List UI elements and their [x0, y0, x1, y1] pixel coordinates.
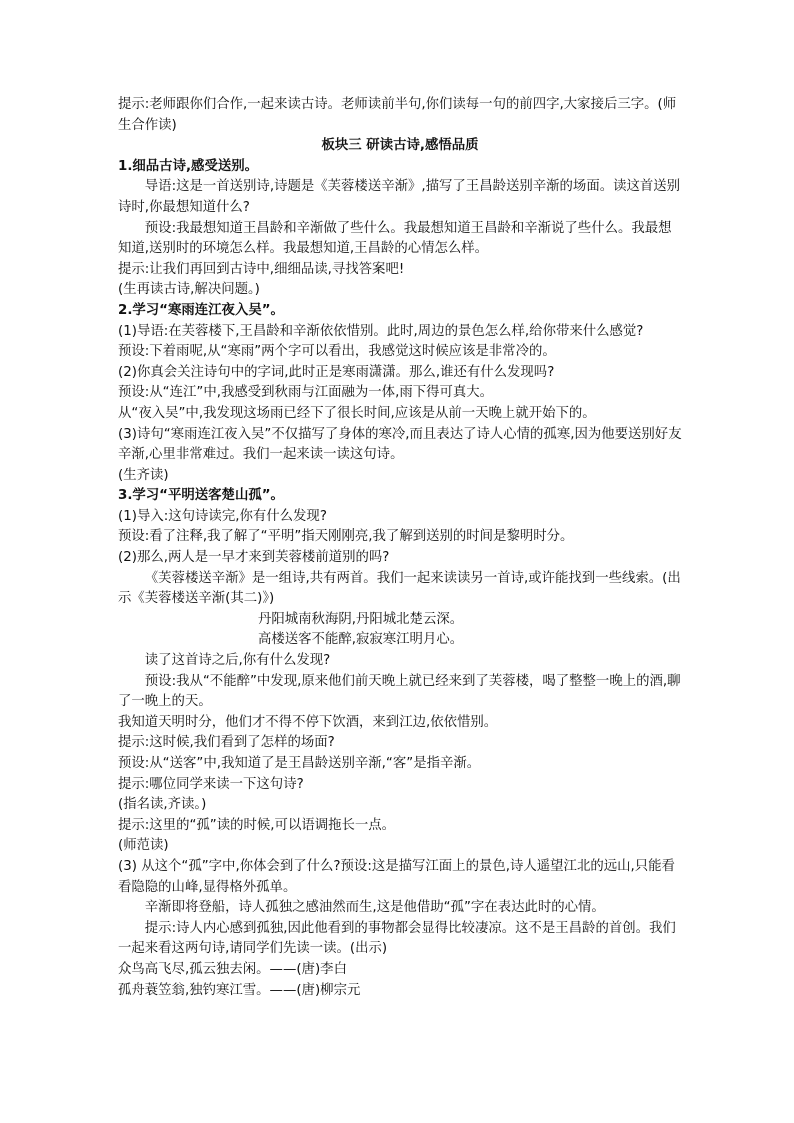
question-line: (2)你真会关注诗句中的字词,此时正是寒雨潇潇。那么,谁还有什么发现吗? — [118, 364, 555, 380]
question-paragraph: (3)诗句“寒雨连江夜入吴”不仅描写了身体的寒冷,而且表达了诗人心情的孤寒,因为他要送别好友辛渐,心里非常难过。我们一起来读一读这句诗。 — [118, 426, 682, 463]
poem-intro-paragraph: 《芙蓉楼送辛渐》是一组诗,共有两首。我们一起来读读另一首诗,或许能找到一些线索。(出示《芙蓉楼送辛渐(其二)》) — [118, 570, 681, 607]
subsection-3-title: 3.学习“平明送客楚山孤”。 — [118, 488, 284, 504]
stage-direction: (生齐读) — [118, 467, 169, 483]
expectation-line: 预设:看了注释,我了解了“平明”指天刚刚亮,我了解到送别的时间是黎明时分。 — [118, 529, 574, 545]
question-line: (1)导语:在芙蓉楼下,王昌龄和辛渐依依惜别。此时,周边的景色怎么样,给你带来什么感觉? — [118, 323, 644, 339]
prompt-cooperative-reading: 提示:老师跟你们合作,一起来读古诗。老师读前半句,你们读每一句的前四字,大家接后三字。(师生合作读) — [118, 97, 677, 133]
quoted-poem-liu-zongyuan: 孤舟蓑笠翁,独钓寒江雪。——(唐)柳宗元 — [118, 982, 361, 998]
intro-paragraph: 导语:这是一首送别诗,诗题是《芙蓉楼送辛渐》,描写了王昌龄送别辛渐的场面。读这首送别诗时,你最想知道什么? — [118, 179, 681, 215]
expectation-line: 预设:下着雨呢,从“寒雨”两个字可以看出，我感觉这时候应该是非常冷的。 — [118, 344, 556, 360]
stage-direction: (师范读) — [118, 838, 169, 854]
subsection-1-title: 1.细品古诗,感受送别。 — [118, 158, 259, 174]
text-line: 辛渐即将登船，诗人孤独之感油然而生,这是他借助“孤”字在表达此时的心情。 — [144, 900, 605, 916]
question-line: (2)那么,两人是一早才来到芙蓉楼前道别的吗? — [118, 550, 390, 566]
expectation-paragraph: 预设:我最想知道王昌龄和辛渐做了些什么。我最想知道王昌龄和辛渐说了些什么。我最想知道,送别时的环境怎么样。我最想知道,王昌龄的心情怎么样。 — [118, 220, 672, 257]
text-line: 我知道天明时分，他们才不得不停下饮酒，来到江边,依依惜别。 — [118, 714, 498, 730]
stage-direction: (指名读,齐读。) — [118, 797, 207, 813]
quoted-poem-li-bai: 众鸟高飞尽,孤云独去闲。——(唐)李白 — [118, 961, 347, 977]
question-line: 读了这首诗之后,你有什么发现? — [144, 653, 331, 669]
prompt-line: 提示:这时候,我们看到了怎样的场面? — [118, 735, 335, 751]
stage-direction: (生再读古诗,解决问题。) — [118, 282, 260, 298]
expectation-line: 预设:从“送客”中,我知道了是王昌龄送别辛渐,“客”是指辛渐。 — [118, 756, 481, 771]
expectation-line: 预设:从“连江”中,我感受到秋雨与江面融为一体,雨下得可真大。 — [118, 385, 494, 401]
section-heading: 板块三 研读古诗,感悟品质 — [321, 138, 479, 154]
prompt-line: 提示:让我们再回到古诗中,细细品读,寻找答案吧! — [118, 261, 405, 277]
question-paragraph: (3) 从这个“孤”字中,你体会到了什么?预设:这是描写江面上的景色,诗人遥望江北的远山,只能看看隐隐的山峰,显得格外孤单。 — [118, 858, 675, 895]
prompt-paragraph: 提示:诗人内心感到孤独,因此他看到的事物都会显得比较凄凉。这不是王昌龄的首创。我们一起来看这两句诗,请同学们先读一读。(出示) — [118, 920, 676, 957]
poem-line-1: 丹阳城南秋海阴,丹阳城北楚云深。 — [258, 611, 464, 627]
prompt-line: 提示:这里的“孤”读的时候,可以语调拖长一点。 — [118, 817, 396, 833]
poem-line-2: 高楼送客不能醉,寂寂寒江明月心。 — [258, 632, 464, 648]
expectation-paragraph: 预设:我从“不能醉”中发现,原来他们前天晚上就已经来到了芙蓉楼，喝了整整一晚上的酒,聊了一晚上的天。 — [118, 673, 681, 710]
subsection-2-title: 2.学习“寒雨连江夜入吴”。 — [118, 302, 284, 318]
prompt-line: 提示:哪位同学来读一下这句诗? — [118, 776, 304, 792]
text-line: 从“夜入吴”中,我发现这场雨已经下了很长时间,应该是从前一天晚上就开始下的。 — [118, 405, 596, 421]
question-line: (1)导入:这句诗读完,你有什么发现? — [118, 508, 327, 524]
